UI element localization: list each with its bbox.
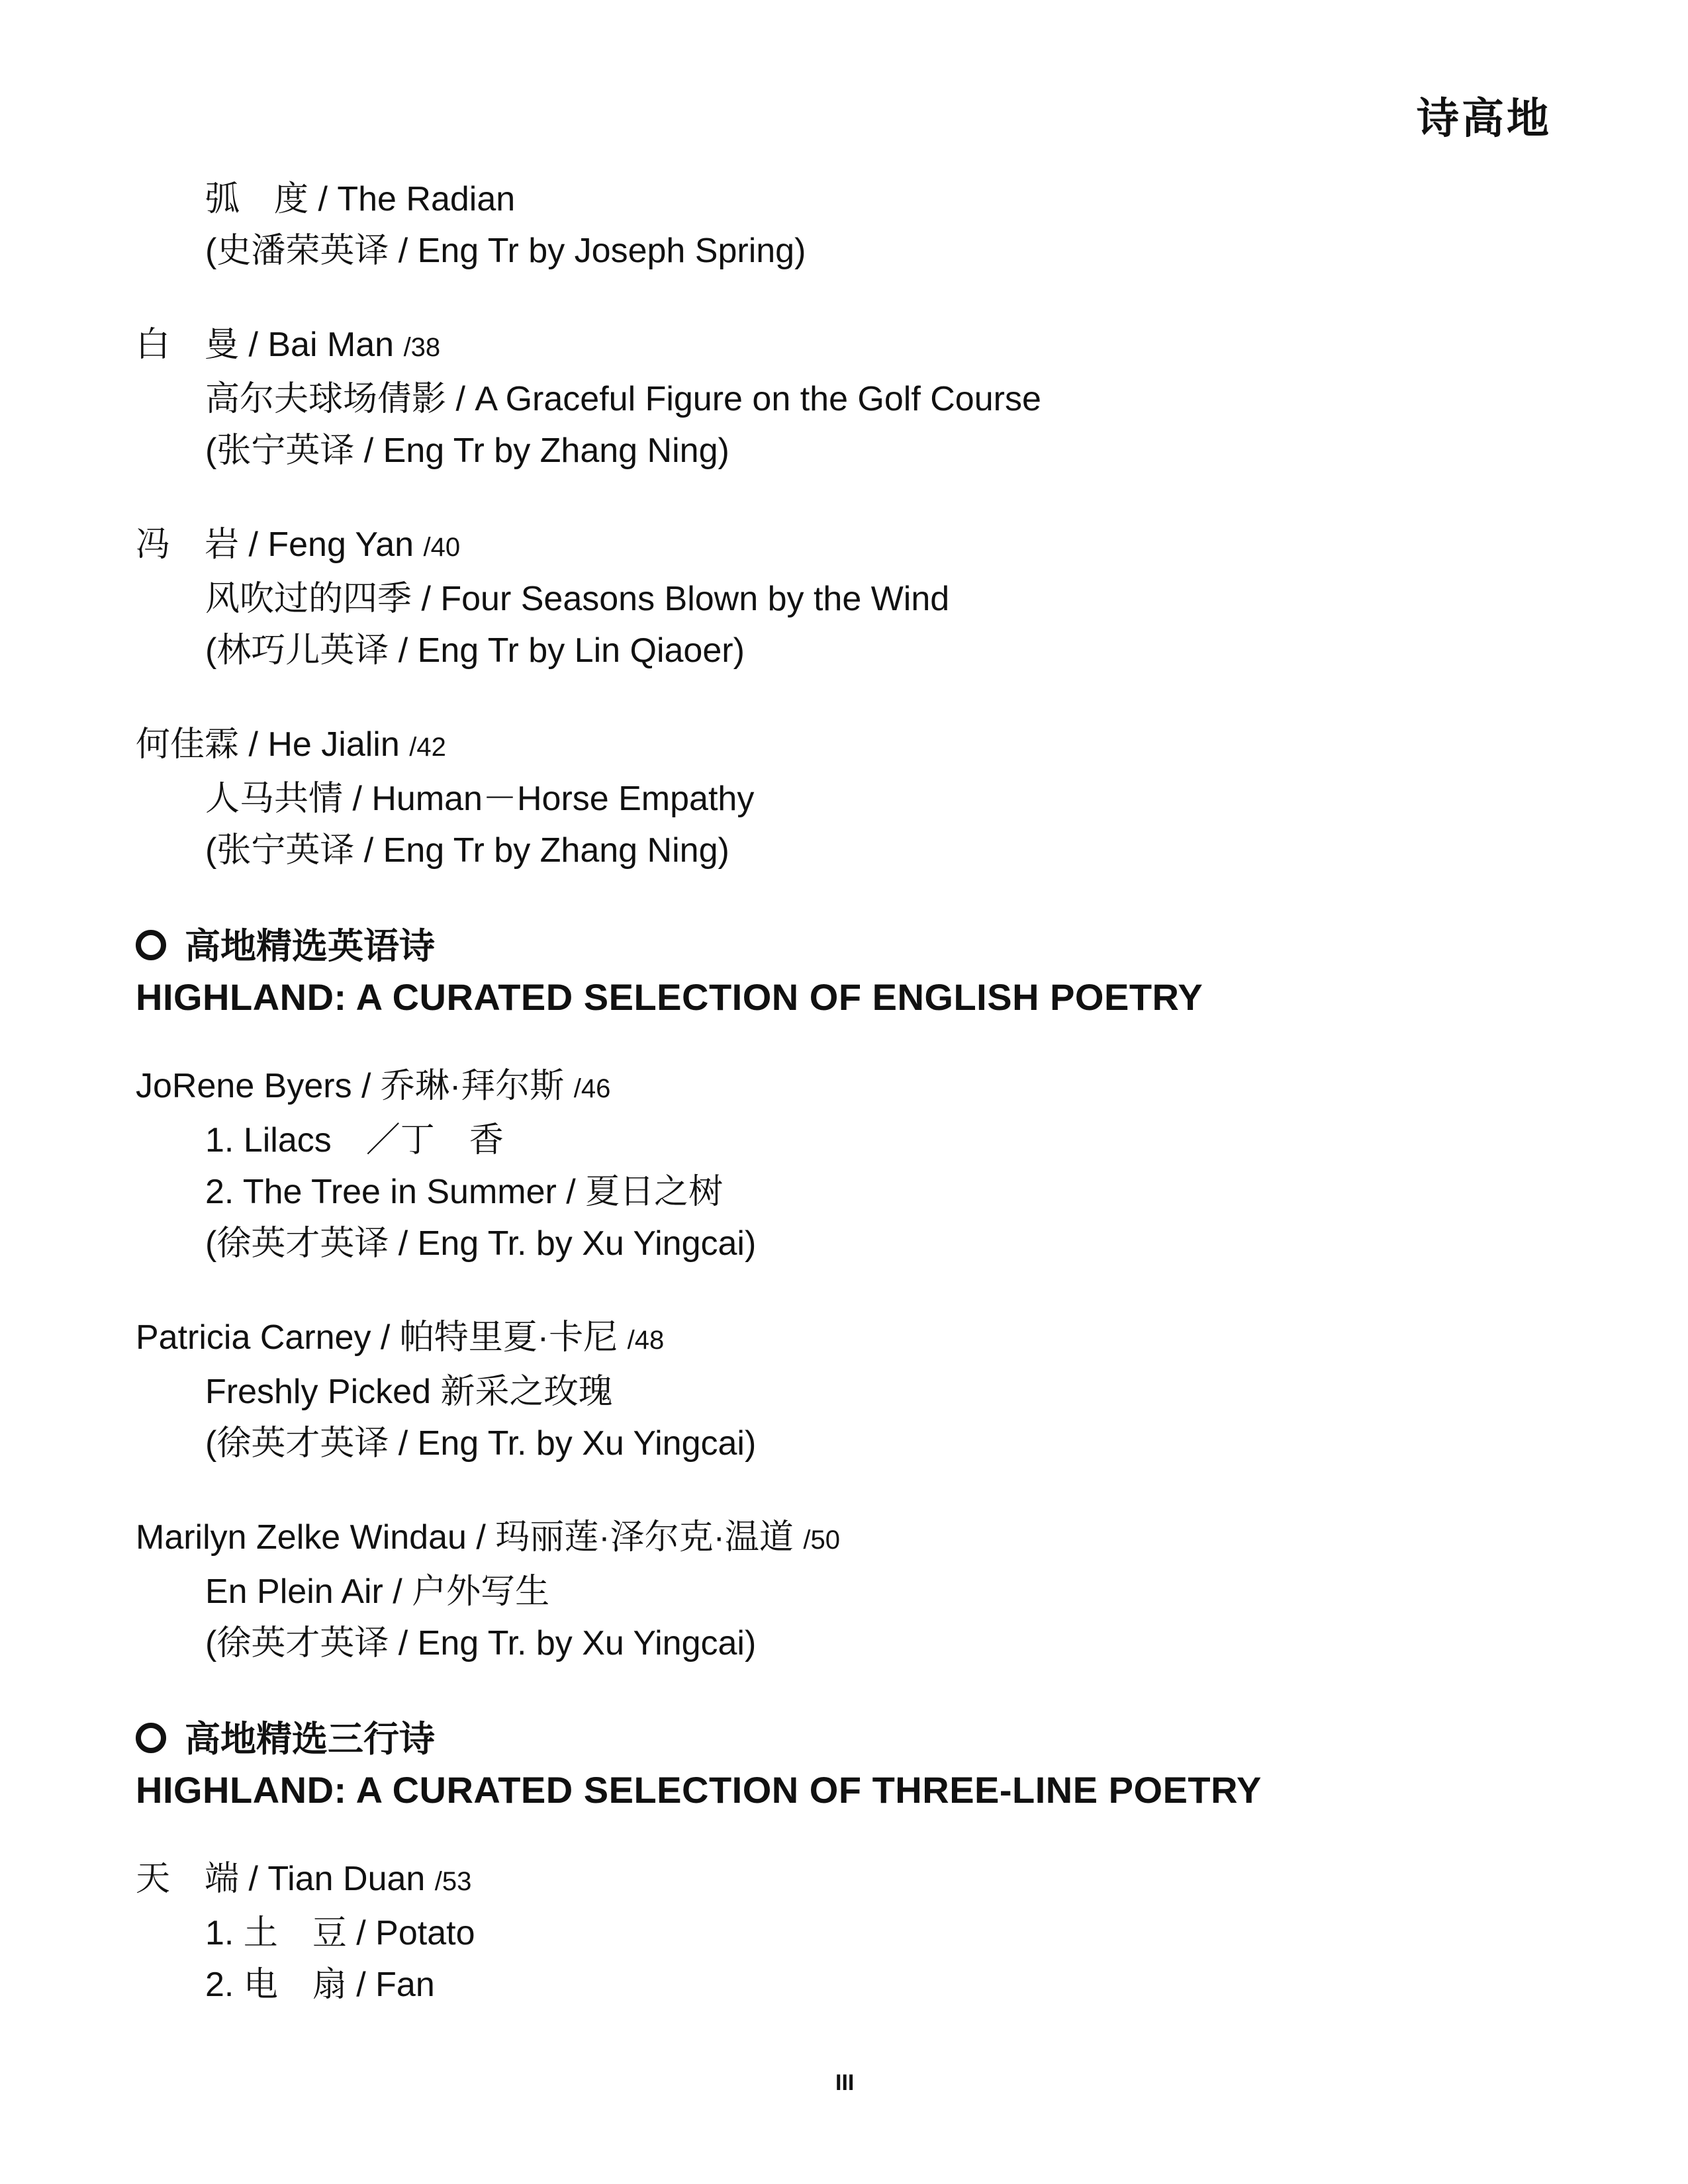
poem-title: Freshly Picked 新采之玫瑰 [205, 1373, 613, 1411]
toc-entry-bai-man [136, 319, 1559, 477]
translator-credit: (史潘荣英译 / Eng Tr by Joseph Spring) [205, 232, 806, 270]
section-title-zh: 高地精选英语诗 [185, 925, 435, 967]
section-title-zh: 高地精选三行诗 [185, 1717, 435, 1760]
translator-credit: (张宁英译 / Eng Tr by Zhang Ning) [205, 432, 729, 470]
page-ref: /38 [403, 333, 441, 362]
circle-bullet-icon [136, 930, 166, 960]
poem-title: 2. 电 扇 / Fan [205, 1966, 435, 2004]
toc-entry-feng-yan [136, 519, 1559, 676]
author-name: 何佳霖 / He Jialin [136, 725, 400, 764]
section-title-en: HIGHLAND: A CURATED SELECTION OF THREE-LINE POETRY [136, 1769, 1262, 1811]
section-heading-three-line-poetry [136, 1713, 1559, 1816]
translator-credit: (林巧儿英译 / Eng Tr by Lin Qiaoer) [205, 631, 745, 670]
page-ref: /46 [573, 1074, 611, 1103]
page-ref: /42 [409, 733, 446, 762]
toc-entry-tian-duan [136, 1853, 1559, 2011]
poem-title: 人马共情 / Human－Horse Empathy [205, 780, 755, 818]
poem-title: 1. 土 豆 / Potato [205, 1914, 475, 1952]
translator-credit: (徐英才英译 / Eng Tr. by Xu Yingcai) [205, 1424, 757, 1463]
section-title-en: HIGHLAND: A CURATED SELECTION OF ENGLISH POETRY [136, 976, 1203, 1018]
table-of-contents [136, 173, 1559, 2011]
toc-entry-jorene-byers [136, 1060, 1559, 1269]
page-header-title: 诗高地 [1417, 94, 1552, 144]
circle-bullet-icon [136, 1723, 166, 1753]
toc-entry-he-jialin [136, 719, 1559, 876]
toc-entry-continuation [136, 173, 1559, 277]
poem-title: 1. Lilacs ／丁 香 [205, 1121, 504, 1160]
toc-entry-patricia-carney [136, 1312, 1559, 1469]
author-name: 冯 岩 / Feng Yan [136, 525, 414, 564]
author-name: 白 曼 / Bai Man [136, 326, 395, 364]
author-name: Marilyn Zelke Windau / 玛丽莲·泽尔克·温道 [136, 1518, 794, 1557]
author-name: JoRene Byers / 乔琳·拜尔斯 [136, 1067, 565, 1105]
author-name: 天 端 / Tian Duan [136, 1860, 426, 1898]
translator-credit: (张宁英译 / Eng Tr by Zhang Ning) [205, 831, 729, 870]
author-name: Patricia Carney / 帕特里夏·卡尼 [136, 1318, 618, 1357]
page-number: III [835, 2070, 855, 2095]
poem-title: 高尔夫球场倩影 / A Graceful Figure on the Golf Course [205, 380, 1041, 418]
poem-title: 弧 度 / The Radian [205, 180, 516, 218]
translator-credit: (徐英才英译 / Eng Tr. by Xu Yingcai) [205, 1624, 757, 1662]
toc-entry-marilyn-windau [136, 1512, 1559, 1669]
section-heading-english-poetry [136, 920, 1559, 1023]
translator-credit: (徐英才英译 / Eng Tr. by Xu Yingcai) [205, 1224, 757, 1263]
poem-title: 风吹过的四季 / Four Seasons Blown by the Wind [205, 580, 950, 618]
page-ref: /40 [423, 533, 461, 562]
poem-title: 2. The Tree in Summer / 夏日之树 [205, 1173, 724, 1211]
page-ref: /48 [627, 1326, 665, 1355]
poem-title: En Plein Air / 户外写生 [205, 1572, 550, 1611]
page-ref: /50 [803, 1525, 840, 1555]
page-ref: /53 [434, 1867, 472, 1896]
